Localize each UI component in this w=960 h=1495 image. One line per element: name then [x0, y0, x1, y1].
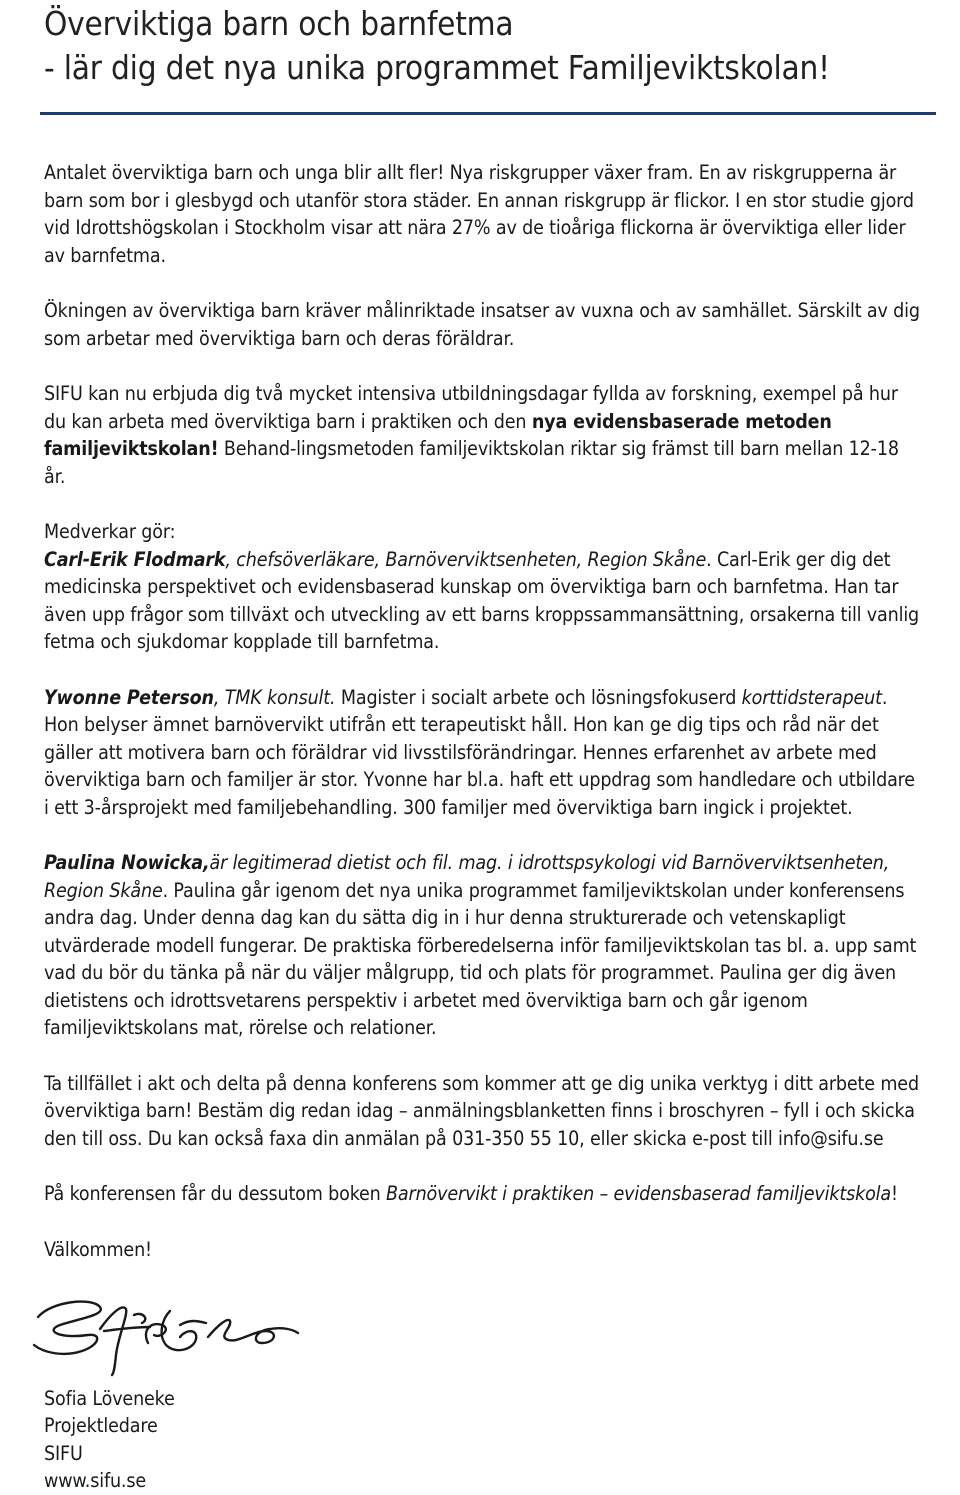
sifu-text-start: SIFU kan nu erbjuda dig två mycket intensiva utbildningsdagar fyllda av forskning, exempel på hur du kan arbeta med överviktiga barn i praktiken och den	[44, 382, 898, 433]
page-title	[44, 0, 920, 90]
intro-paragraph: Antalet överviktiga barn och unga blir allt fler! Nya riskgrupper växer fram. En av riskgrupperna är barn som bor i glesbygd och utanför stora städer. En annan riskgrupp är flickor. I en stor studie gjord vid Idrottshögskolan i Stockholm visar att nära 27% av de tioåriga flickorna är överviktiga eller lider av barnfetma.	[44, 161, 914, 267]
title-divider	[40, 112, 936, 115]
title-line-1: Överviktiga barn och barnfetma	[44, 4, 514, 43]
sifu-text-end: Behand-lingsmetoden familjeviktskolan riktar sig främst till barn mellan 12-18 år.	[44, 437, 899, 488]
carl-erik-name: Carl-Erik Flodmark	[44, 547, 226, 571]
yvonne-paragraph	[44, 684, 920, 822]
carl-erik-role: , chefsöverläkare, Barnöverviktsenheten, Region Skåne	[225, 547, 707, 571]
participants-heading: Medverkar gör:	[44, 520, 176, 543]
sifu-offer-paragraph	[44, 380, 920, 490]
paulina-paragraph	[44, 849, 920, 1042]
title-line-2: - lär dig det nya unika programmet Familjeviktskolan!	[44, 48, 830, 87]
yvonne-text-start: Magister i socialt arbete och lösningsfokuserd	[335, 685, 742, 709]
welcome-text: Välkommen!	[44, 1237, 152, 1261]
yvonne-name: Ywonne Peterson	[44, 685, 214, 709]
paulina-name: Paulina Nowicka,	[44, 851, 210, 874]
handwritten-signature	[30, 1285, 300, 1377]
paulina-role: är legitimerad dietist och fil. mag. i idrottspsykologi vid Barnöverviktsenheten, Region Skåne	[44, 851, 890, 902]
signer-name: Sofia Löveneke	[44, 1386, 175, 1410]
call-to-action-paragraph: Ta tillfället i akt och delta på denna konferens som kommer att ge dig unika verktyg i ditt arbete med överviktiga barn! Bestäm dig redan idag – anmälningsblanketten finns i broschyren – fyll i och skicka den till oss. Du kan också faxa din anmälan på 031-350 55 10, eller skicka e-post till info@sifu.se	[44, 1071, 919, 1150]
website-text: www.sifu.se	[44, 1469, 146, 1492]
yvonne-text-end: . Hon belyser ämnet barnövervikt utifrån ett terapeutiskt håll. Hon kan ge dig tips och råd när det gäller att motivera barn och föräldrar vid livsstilsförändringar. Hennes erfarenhet av arbete med överviktiga barn och familjer är stor. Yvonne har bl.a. haft ett uppdrag som handledare och utbildare i ett 3-årsprojekt med familjebehandling. 300 familjer med överviktiga barn ingick i projektet.	[44, 685, 915, 819]
book-paragraph	[44, 1180, 920, 1208]
yvonne-term: korttidsterapeut	[741, 685, 882, 709]
letter-body	[44, 159, 920, 1495]
carl-erik-paragraph	[44, 546, 920, 656]
signer-role: Projektledare	[44, 1414, 158, 1437]
increase-paragraph: Ökningen av överviktiga barn kräver målinriktade insatser av vuxna och av samhället. Särskilt av dig som arbetar med överviktiga barn och deras föräldrar.	[44, 299, 920, 350]
signer-organization: SIFU	[44, 1441, 83, 1465]
book-text-end: !	[891, 1182, 898, 1205]
book-title: Barnövervikt i praktiken – evidensbaserad familjeviktskola	[386, 1182, 891, 1205]
paulina-text: . Paulina går igenom det nya unika programmet familjeviktskolan under konferensens andra dag. Under denna dag kan du sätta dig in i hur denna strukturerade och vetenskapligt utvärderade modell fungerar. De praktiska förberedelserna inför familjeviktskolan tas bl. a. upp samt vad du bör du tänka på när du väljer målgrupp, tid och plats för programmet. Paulina ger dig även dietistens och idrottsvetarens perspektiv i arbetet med överviktiga barn och går igenom familjeviktskolans mat, rörelse och relationer.	[44, 878, 917, 1039]
method-highlight: nya evidensbaserade metoden familjeviktskolan!	[44, 409, 832, 460]
book-text-start: På konferensen får du dessutom boken	[44, 1182, 387, 1205]
carl-erik-text: . Carl-Erik ger dig det medicinska perspektivet och evidensbaserad kunskap om överviktiga barn och barnfetma. Han tar även upp frågor som tillväxt och utveckling av ett barns kroppssammansättning, orsakerna till vanlig fetma och sjukdomar kopplade till barnfetma.	[44, 547, 920, 653]
yvonne-role: , TMK konsult.	[213, 685, 336, 709]
